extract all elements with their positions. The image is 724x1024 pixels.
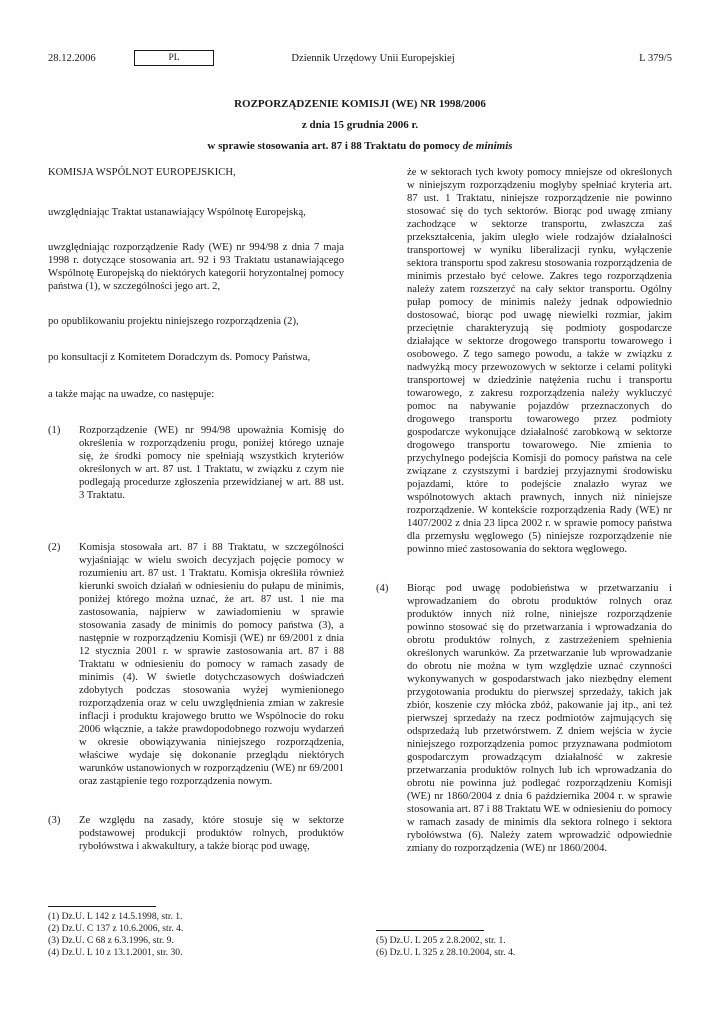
footnote-3: (3) Dz.U. C 68 z 6.3.1996, str. 9. (48, 935, 174, 946)
left-footnote-rule (48, 906, 156, 907)
recital-4 (376, 582, 672, 855)
left-footnotes (48, 911, 344, 959)
title-line-3-italic: de minimis (462, 140, 513, 152)
preamble-commission: KOMISJA WSPÓLNOT EUROPEJSKICH, (48, 167, 236, 178)
recital-3-text: Ze względu na zasady, które stosuje się w sektorze podstawowej produkcji produktów rolnych, produktów rybołówstwa i akwakultury, a także biorąc pod uwagę, (79, 815, 344, 852)
footnote-2: (2) Dz.U. C 137 z 10.6.2006, str. 4. (48, 923, 184, 934)
recital-3 (48, 814, 344, 853)
title-line-3-prefix: w sprawie stosowania art. 87 i 88 Traktatu do pomocy (207, 140, 461, 152)
right-footnote-rule (376, 930, 484, 931)
title-line-3 (48, 136, 672, 157)
recital-1-text: Rozporządzenie (WE) nr 994/98 upoważnia Komisję do określenia w rozporządzeniu progu, poniżej którego uznaje się, że środki pomocy nie spełniają wszystkich kryteriów określonych w art. 87 ust. 1 Traktatu, w związku z czym nie podlegają procedurze zgłoszenia przewidzianej w art. 88 ust. 3 Traktatu. (79, 425, 344, 501)
title-line-2: z dnia 15 grudnia 2006 r. (301, 119, 419, 131)
footnote-4: (4) Dz.U. L 10 z 13.1.2001, str. 30. (48, 947, 183, 958)
recital-3-number: (3) (48, 815, 61, 826)
recital-3-continued (376, 166, 672, 556)
preamble-consultation: po konsultacji z Komitetem Doradczym ds. Pomocy Państwa, (48, 352, 311, 363)
recital-2-number: (2) (48, 542, 61, 553)
preamble-regulation: uwzględniając rozporządzenie Rady (WE) nr 994/98 z dnia 7 maja 1998 r. dotyczące stosowania art. 92 i 93 Traktatu ustanawiającego Wspólnotę Europejską do niektórych kategorii horyzontalnej pomocy państwa (1), w szczególności jego art. 2, (48, 242, 344, 292)
page-header (48, 52, 672, 68)
footnote-6: (6) Dz.U. L 325 z 28.10.2004, str. 4. (376, 947, 516, 958)
title-line-1: ROZPORZĄDZENIE KOMISJI (WE) NR 1998/2006 (234, 98, 486, 110)
recital-3-continued-text: że w sektorach tych kwoty pomocy mniejsze od określonych w niniejszym rozporządzeniu mogłyby spełniać kryteria art. 87 ust. 1 Traktatu, niniejsze rozporządzenie nie powinno stosować się do tych sektorów. Biorąc pod uwagę zmiany zachodzące w sektorze transportu, zwłaszcza zaś przekształcenia, jakim uległo wiele rodzajów działalności transportowej w wyniku liberalizacji rynku, wyłączenie sektora transportu spod zakresu stosowania rozporządzenia de minimis przestało być celowe. Zakres tego rozporządzenia należy zatem rozszerzyć na cały sektor transportu. Ogólny pułap pomocy de minimis należy jednak odpowiednio dostosować, biorąc pod uwagę niewielki rozmiar, jakim przeciętnie charakteryzują się podmioty gospodarcze działające w sektorze drogowego transportu towarowego i osobowego. Z tego samego powodu, a także w związku z nadwyżką mocy przewozowych w sektorze i celami polityki transportowej w dziedzinie natężenia ruchu i transportu towarowego, z zakresu rozporządzenia należy wykluczyć pomoc na nabywanie pojazdów przeznaczonych do drogowego transportu towarowego przez podmioty gospodarcze wykonujące działalność zarobkową w sektorze drogowego transportu towarowego. Nie zmienia to przychylnego podejścia Komisji do pomocy państwa na cele związane z czystszymi i bardziej przyjaznymi środowisku pojazdami, które to podejście znalazło wyraz we wspólnotowych aktach prawnych, innych niż niniejsze rozporządzenie. W kontekście rozporządzenia Rady (WE) nr 1407/2002 z dnia 23 lipca 2002 r. w sprawie pomocy państwa dla przemysłu węglowego (5) niniejsze rozporządzenie nie powinno mieć zastosowania do sektora węglowego. (407, 167, 672, 555)
right-column (376, 166, 672, 855)
regulation-title (48, 94, 672, 157)
preamble-treaty: uwzględniając Traktat ustanawiający Wspólnotę Europejską, (48, 207, 306, 218)
footnote-5: (5) Dz.U. L 205 z 2.8.2002, str. 1. (376, 935, 506, 946)
language-box: PL (134, 50, 214, 66)
journal-title: Dziennik Urzędowy Unii Europejskiej (291, 53, 455, 64)
preamble-whereas: a także mając na uwadze, co następuje: (48, 389, 215, 400)
recital-1-number: (1) (48, 425, 61, 436)
left-column (48, 166, 344, 853)
preamble-published: po opublikowaniu projektu niniejszego rozporządzenia (2), (48, 316, 299, 327)
page-number: L 379/5 (639, 53, 672, 64)
recital-4-number: (4) (376, 583, 389, 594)
recital-2-text: Komisja stosowała art. 87 i 88 Traktatu, w szczególności wyjaśniając w wielu swoich decyzjach pojęcie pomocy w rozumieniu art. 87 ust. 1 Traktatu. Komisja określiła również kierunki swoich działań w odniesieniu do pułapu de minimis, poniżej którego można uznać, że art. 87 ust. 1 nie ma zastosowania, najpierw w zawiadomieniu w sprawie stosowania zasady de minimis do pomocy państwa (3), a następnie w rozporządzeniu Komisji (WE) nr 69/2001 z dnia 12 stycznia 2001 r. w sprawie zastosowania art. 87 i 88 Traktatu w odniesieniu do pomocy w ramach zasady de minimis (4). W świetle dotychczasowych doświadczeń zdobytych podczas stosowania wyżej wymienionego rozporządzenia oraz w celu uwzględnienia zmian w zakresie inflacji i produktu krajowego brutto we Wspólnocie do roku 2006 włącznie, a także prawdopodobnego rozwoju wydarzeń w okresie obowiązywania niniejszego rozporządzenia, właściwe wydaje się dokonanie przeglądu niektórych warunków ustanowionych w rozporządzeniu (WE) nr 69/2001 oraz zastąpienie tego rozporządzenia nowym. (79, 542, 344, 787)
footnote-1: (1) Dz.U. L 142 z 14.5.1998, str. 1. (48, 911, 183, 922)
right-footnotes (376, 935, 672, 959)
recital-4-text: Biorąc pod uwagę podobieństwa w przetwarzaniu i wprowadzaniem do obrotu produktów rolnych oraz produktów innych niż rolne, niniejsze rozporządzenie powinno stosować się do przetwarzania i wprowadzania do obrotu produktów rolnych, z zastrzeżeniem spełnienia określonych warunków. Za przetwarzanie lub wprowadzanie do obrotu nie można w tym względzie uznać czynności wykonywanych w gospodarstwach jako niezbędny element przygotowania produktu do pierwszej sprzedaży, takich jak zbiór, koszenie czy młócka zbóż, pakowanie jaj itp., ani też pierwszej sprzedaży na rzecz podmiotów zajmujących się odsprzedażą lub przetwórstwem. Z dniem wejścia w życie niniejszego rozporządzenia pomoc przyznawana podmiotom gospodarczym prowadzącym działalność w zakresie przetwarzania produktów rolnych lub ich wprowadzania do obrotu nie powinna już podlegać rozporządzeniu Komisji (WE) nr 1860/2004 z dnia 6 października 2004 r. w sprawie stosowania art. 87 i 88 Traktatu WE w odniesieniu do pomocy w ramach zasady de minimis dla sektora rolnego i sektora rybołówstwa (6). Należy zatem wprowadzić odpowiednie zmiany do rozporządzenia (WE) nr 1860/2004. (407, 583, 672, 854)
recital-1 (48, 424, 344, 502)
recital-2 (48, 541, 344, 788)
header-date: 28.12.2006 (48, 53, 96, 64)
